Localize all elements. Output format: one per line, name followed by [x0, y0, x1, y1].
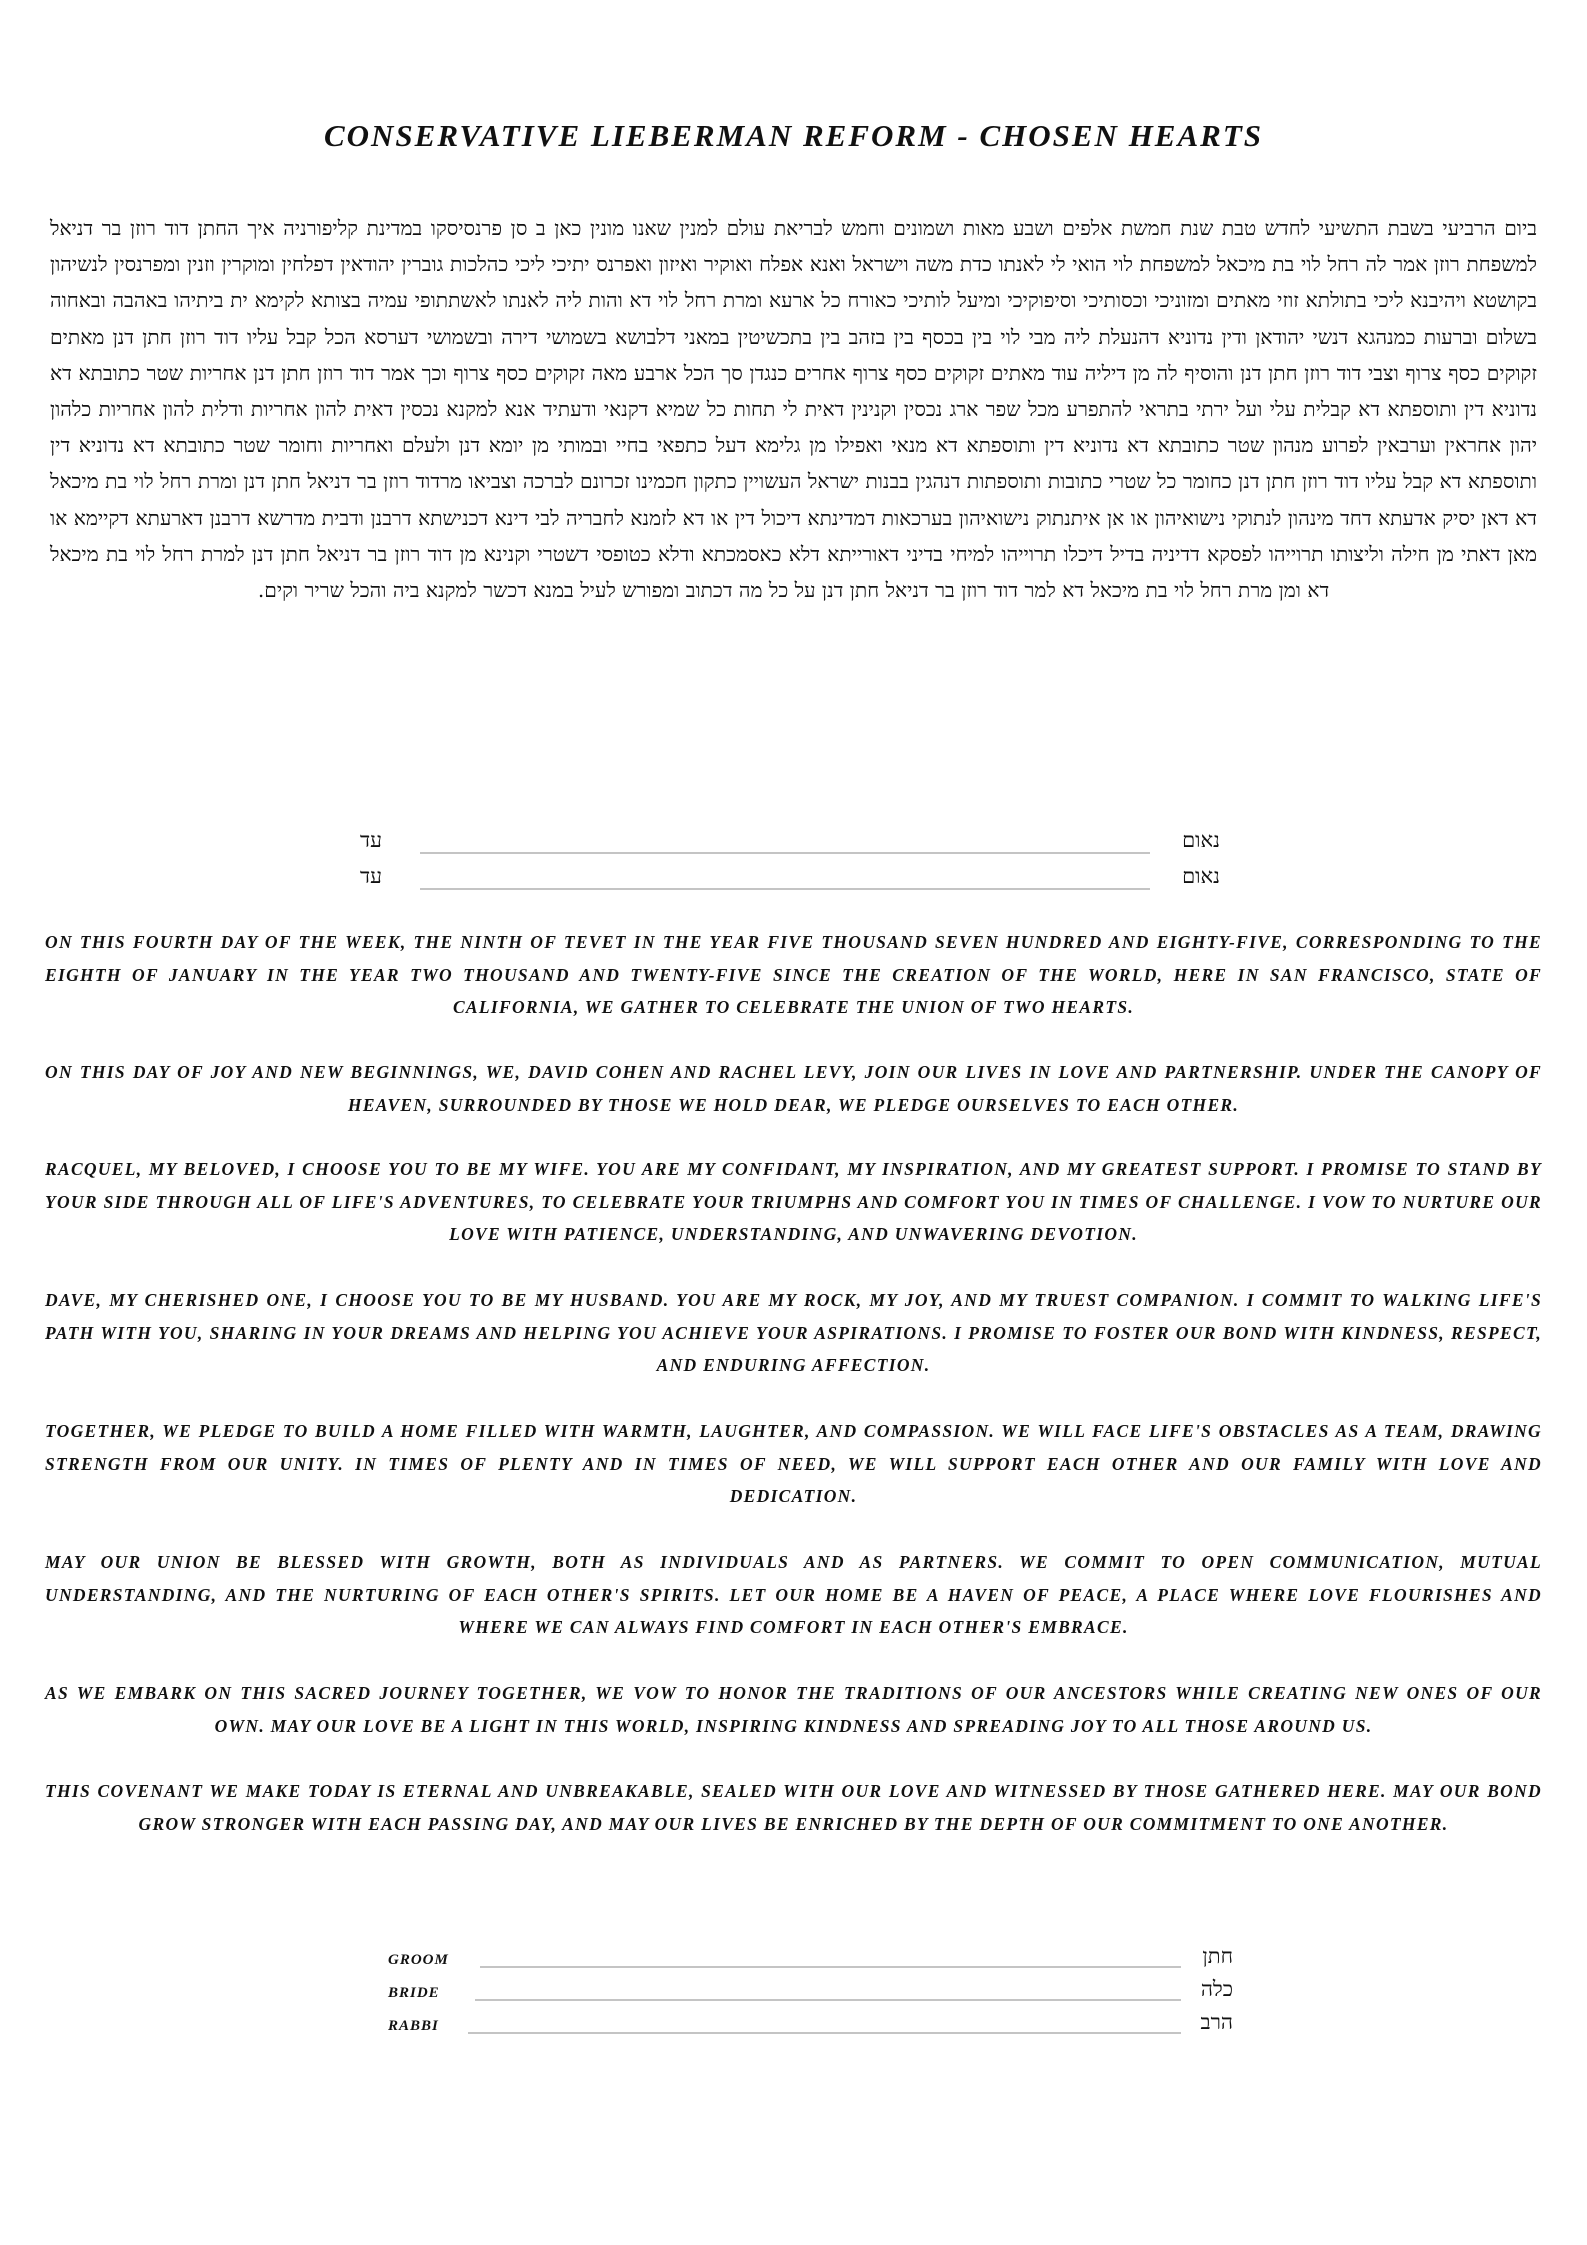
groom-label: GROOM: [388, 1952, 449, 1968]
witness-1-neum-label: נאום: [1182, 828, 1220, 852]
witness-1-ed-label: עד: [360, 828, 382, 852]
page-title: CONSERVATIVE LIEBERMAN REFORM - CHOSEN HEARTS: [323, 118, 1264, 153]
witness-line-1: [360, 828, 1220, 858]
bride-label: BRIDE: [388, 1985, 440, 2001]
english-paragraph-5: TOGETHER, WE PLEDGE TO BUILD A HOME FILLED WITH WARMTH, LAUGHTER, AND COMPASSION. WE WILL FACE LIFE'S OBSTACLES AS A TEAM, DRAWING STRENGTH FROM OUR UNITY. IN TIMES OF PLENTY AND IN TIMES OF NEED, WE WILL SUPPORT EACH OTHER AND OUR FAMILY WITH LOVE AND DEDICATION.: [45, 1421, 1542, 1506]
hebrew-ketubah-text: ביום הרביעי בשבת התשיעי לחדש טבת שנת חמשת אלפים ושבע מאות ושמונים וחמש לבריאת עולם למנין שאנו מונין כאן ב סן פרנסיסקו במדינת קליפורניה איך החתן דוד רוזן בר דניאל למשפחת רוזן אמר לה רחל לוי בת מיכאל למשפחת לוי הואי לי לאנתו כדת משה וישראל ואנא אפלח ואוקיר ואיזון ואפרנס יתיכי ליכי כהלכות גוברין יהודאין דפלחין ומוקרין וזנין ומפרנסין לנשיהון בקושטא ויהיבנא ליכי בתולתא זוזי מאתים ומזוניכי וכסותיכי וסיפוקיכי ומיעל לותיכי כאורח כל ארעא ומרת רחל לוי דא והות ליה לאנתו לאשתתופי עמיה בצותא לקימא ית ביתיהו באהבה ובאחוה בשלום וברעות כמנהגא דנשי יהודאן ודין נדוניא דהנעלת ליה מבי לוי בין בכסף בין בזהב בין בתכשיטין במאני דלבושא בשמושי דירה ובשמושי דערסא הכל קבל עליו דוד רוזן חתן דנן מאתים זקוקים כסף צרוף וצבי דוד רוזן חתן דנן והוסיף לה מן דיליה עוד מאתים זקוקים כסף צרוף אחרים כנגדן סך הכל ארבע מאה זקוקים כסף צרוף וכך אמר דוד רוזן חתן דנן אחריות שטר כתובתא דא נדוניא דין ותוספתא דא קבלית עלי ועל ירתי בתראי להתפרע מכל שפר ארג נכסין וקנינין דאית לי תחות כל שמיא דקנאי ודעתיד אנא למקנא נכסין דאית להון אחריות ודלית להון אחריות כלהון יהון אחראין וערבאין לפרוע מנהון שטר כתובתא דא נדוניא דין ותוספתא דא מנאי ואפילו מן גלימא דעל כתפאי בחיי ובמותי מן יומא דנן ולעלם ואחריות וחומר שטר כתובתא דא נדוניא דין ותוספתא דא קבל עליו דוד רוזן חתן דנן כחומר כל שטרי כתובות ותוספתות דנהגין בבנות ישראל העשויין כתקון חכמינו זכרונם לברכה וצביאו מרדוד רוזן בר דניאל חתן דנן ומרת רחל לוי בת מיכאל דא דאן יסיק אדעתא דחד מינהון לנתוקי נישואיהון או אן איתנתוק נישואיהון בערכאות דמדינתא דיכול דין או דא לזמנא לחבריה לבי דינא דכנישתא דרבנן ודבית מדרשא דרבנן דארעתא דקיימא או מאן דאתי מן חילה וליצותו תרוייהו לפסקא דדיניה בדיל דיכלו תרוייהו למיחי בדיני דאורייתא דלא כאסמכתא ודלא כטופסי דשטרי וקנינא מן דוד רוזן בר דניאל חתן דנן למרת רחל לוי בת מיכאל דא ומן מרת רחל לוי בת מיכאל דא למר דוד רוזן בר דניאל חתן דנן על כל מה דכתוב ומפורש לעיל במנא דכשר למקנא ביה והכל שריר וקים.: [50, 216, 1537, 603]
english-paragraph-3: RACQUEL, MY BELOVED, I CHOOSE YOU TO BE MY WIFE. YOU ARE MY CONFIDANT, MY INSPIRATION, AND MY GREATEST SUPPORT. I PROMISE TO STAND BY YOUR SIDE THROUGH ALL OF LIFE'S ADVENTURES, TO CELEBRATE YOUR TRIUMPHS AND COMFORT YOU IN TIMES OF CHALLENGE. I VOW TO NURTURE OUR LOVE WITH PATIENCE, UNDERSTANDING, AND UNWAVERING DEVOTION.: [45, 1159, 1542, 1244]
english-paragraph-8: THIS COVENANT WE MAKE TODAY IS ETERNAL AND UNBREAKABLE, SEALED WITH OUR LOVE AND WITNESSED BY THOSE GATHERED HERE. MAY OUR BOND GROW STRONGER WITH EACH PASSING DAY, AND MAY OUR LIVES BE ENRICHED BY THE DEPTH OF OUR COMMITMENT TO ONE ANOTHER.: [45, 1781, 1542, 1834]
witness-2-ed-label: עד: [360, 864, 382, 888]
witness-1-signature-line: [420, 852, 1150, 854]
witness-2-signature-line: [420, 888, 1150, 890]
signature-bride: [388, 1977, 1233, 2011]
witness-2-neum-label: נאום: [1182, 864, 1220, 888]
english-paragraph-2: ON THIS DAY OF JOY AND NEW BEGINNINGS, WE, DAVID COHEN AND RACHEL LEVY, JOIN OUR LIVES IN LOVE AND PARTNERSHIP. UNDER THE CANOPY OF HEAVEN, SURROUNDED BY THOSE WE HOLD DEAR, WE PLEDGE OURSELVES TO EACH OTHER.: [45, 1062, 1542, 1115]
rabbi-hebrew-label: הרב: [1200, 2010, 1233, 2034]
groom-signature-line: [480, 1966, 1181, 1968]
english-paragraph-4: DAVE, MY CHERISHED ONE, I CHOOSE YOU TO BE MY HUSBAND. YOU ARE MY ROCK, MY JOY, AND MY TRUEST COMPANION. I COMMIT TO WALKING LIFE'S PATH WITH YOU, SHARING IN YOUR DREAMS AND HELPING YOU ACHIEVE YOUR ASPIRATIONS. I PROMISE TO FOSTER OUR BOND WITH KINDNESS, RESPECT, AND ENDURING AFFECTION.: [45, 1290, 1542, 1375]
witness-line-2: [360, 864, 1220, 894]
english-paragraph-6: MAY OUR UNION BE BLESSED WITH GROWTH, BOTH AS INDIVIDUALS AND AS PARTNERS. WE COMMIT TO OPEN COMMUNICATION, MUTUAL UNDERSTANDING, AND THE NURTURING OF EACH OTHER'S SPIRITS. LET OUR HOME BE A HAVEN OF PEACE, A PLACE WHERE LOVE FLOURISHES AND WHERE WE CAN ALWAYS FIND COMFORT IN EACH OTHER'S EMBRACE.: [45, 1552, 1542, 1637]
rabbi-signature-line: [468, 2032, 1181, 2034]
rabbi-label: RABBI: [388, 2018, 439, 2034]
signature-groom: [388, 1944, 1233, 1978]
groom-hebrew-label: חתן: [1202, 1944, 1233, 1968]
signature-rabbi: [388, 2010, 1233, 2044]
english-paragraph-7: AS WE EMBARK ON THIS SACRED JOURNEY TOGETHER, WE VOW TO HONOR THE TRADITIONS OF OUR ANCESTORS WHILE CREATING NEW ONES OF OUR OWN. MAY OUR LOVE BE A LIGHT IN THIS WORLD, INSPIRING KINDNESS AND SPREADING JOY TO ALL THOSE AROUND US.: [45, 1683, 1542, 1736]
english-paragraph-1: ON THIS FOURTH DAY OF THE WEEK, THE NINTH OF TEVET IN THE YEAR FIVE THOUSAND SEVEN HUNDRED AND EIGHTY-FIVE, CORRESPONDING TO THE EIGHTH OF JANUARY IN THE YEAR TWO THOUSAND AND TWENTY-FIVE SINCE THE CREATION OF THE WORLD, HERE IN SAN FRANCISCO, STATE OF CALIFORNIA, WE GATHER TO CELEBRATE THE UNION OF TWO HEARTS.: [45, 932, 1542, 1017]
bride-hebrew-label: כלה: [1200, 1977, 1233, 2001]
bride-signature-line: [475, 1999, 1181, 2001]
